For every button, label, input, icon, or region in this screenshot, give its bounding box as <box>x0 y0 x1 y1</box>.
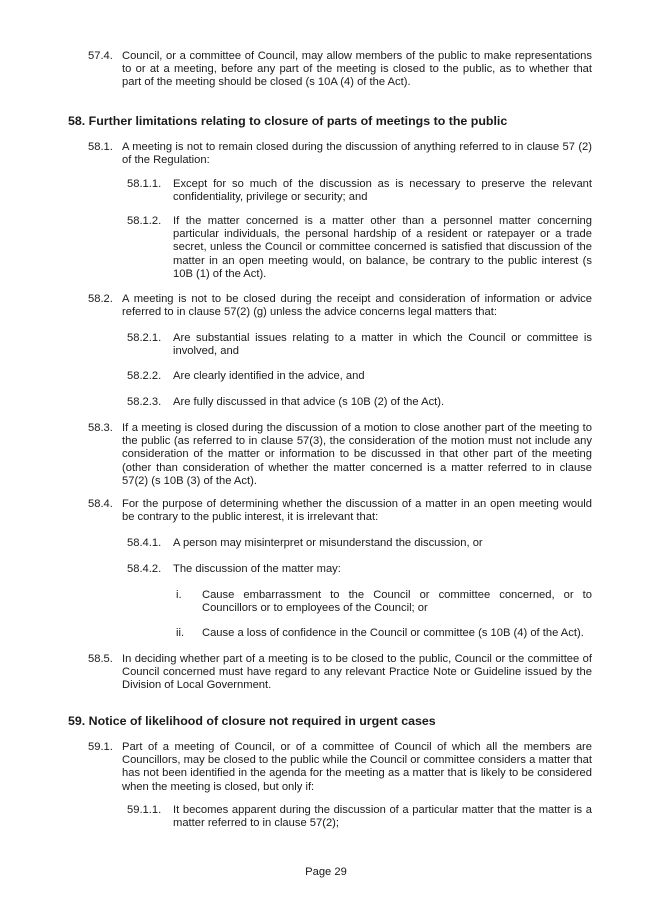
clause-58-1-2 <box>127 215 592 281</box>
clause-text: A meeting is not to be closed during the receipt and consideration of information or advice referred to in clause 57(2) (g) unless the advice concerns legal matters that: <box>122 293 592 319</box>
clause-text: A meeting is not to remain closed during the discussion of anything referred to in clause 57 (2) of the Regulation: <box>122 141 592 167</box>
clause-58-1 <box>88 141 592 167</box>
heading-59: 59. Notice of likelihood of closure not required in urgent cases <box>68 714 436 728</box>
clause-text: Are substantial issues relating to a matter in which the Council or committee is involved, and <box>173 332 592 358</box>
clause-text: A person may misinterpret or misunderstand the discussion, or <box>173 537 483 549</box>
clause-number: 58.1. <box>88 141 113 153</box>
clause-58-3 <box>88 422 592 488</box>
clause-58-4-2-i <box>174 589 592 615</box>
clause-text: Except for so much of the discussion as is necessary to preserve the relevant confidentiality, privilege or security; and <box>173 178 592 204</box>
clause-58-2-1 <box>127 332 592 358</box>
clause-number: 58.2.2. <box>127 370 162 382</box>
clause-number: 59.1. <box>88 741 113 753</box>
clause-text: The discussion of the matter may: <box>173 563 341 575</box>
clause-58-1-1 <box>127 178 592 204</box>
clause-number: 58.4.2. <box>127 563 162 575</box>
clause-number: 58.1.1. <box>127 178 162 190</box>
clause-text: Are fully discussed in that advice (s 10B (2) of the Act). <box>173 396 445 408</box>
clause-58-2-2 <box>127 370 592 383</box>
clause-text: If the matter concerned is a matter other than a personnel matter concerning particular individuals, the personal hardship of a resident or ratepayer or a trade secret, unless the Council or committee concerned is satisfied that discussion of the matter in an open meeting would, on balance, be contrary to the public interest (s 10B (1) of the Act). <box>173 215 592 280</box>
clause-number: 57.4. <box>88 50 113 62</box>
clause-58-4-2 <box>127 563 592 576</box>
clause-58-4-1 <box>127 537 592 550</box>
heading-58: 58. Further limitations relating to closure of parts of meetings to the public <box>68 114 508 128</box>
clause-58-4-2-ii <box>174 627 592 640</box>
clause-58-2-3 <box>127 396 592 409</box>
clause-text: In deciding whether part of a meeting is to be closed to the public, Council or the committee of Council concerned must have regard to any relevant Practice Note or Guideline issued by the Division of Local Government. <box>122 653 592 692</box>
clause-number: 59.1.1. <box>127 804 162 816</box>
clause-number: 58.2.3. <box>127 396 162 408</box>
clause-59-1 <box>88 741 592 794</box>
clause-number: 58.5. <box>88 653 113 665</box>
clause-text: Cause a loss of confidence in the Council or committee (s 10B (4) of the Act). <box>202 627 584 639</box>
clause-text: For the purpose of determining whether the discussion of a matter in an open meeting would be contrary to the public interest, it is irrelevant that: <box>122 498 592 524</box>
clause-number: 58.3. <box>88 422 113 434</box>
clause-number: ii. <box>176 627 185 639</box>
clause-57-4 <box>88 50 592 90</box>
clause-number: i. <box>176 589 182 601</box>
clause-text: Are clearly identified in the advice, and <box>173 370 365 382</box>
clause-59-1-1 <box>127 804 592 830</box>
clause-text: Cause embarrassment to the Council or committee concerned, or to Councillors or to employees of the Council; or <box>202 589 592 615</box>
clause-58-2 <box>88 293 592 319</box>
clause-number: 58.4. <box>88 498 113 510</box>
clause-text: Council, or a committee of Council, may allow members of the public to make representations to or at a meeting, before any part of the meeting is closed to the public, as to whether that part of the meeting should be closed (s 10A (4) of the Act). <box>122 50 592 89</box>
clause-number: 58.4.1. <box>127 537 162 549</box>
clause-58-4 <box>88 498 592 524</box>
clause-number: 58.2. <box>88 293 113 305</box>
page-number: Page 29 <box>305 866 347 878</box>
clause-text: Part of a meeting of Council, or of a committee of Council of which all the members are Councillors, may be closed to the public while the Council or committee considers a matter that has not been identified in the agenda for the meeting as a matter that is likely to be considered when the meeting is closed, but only if: <box>122 741 592 793</box>
clause-number: 58.1.2. <box>127 215 162 227</box>
clause-text: If a meeting is closed during the discussion of a motion to close another part of the meeting to the public (as referred to in clause 57(3), the consideration of the motion must not include any consideration of the matter or information to be discussed in that other part of the meeting (other than consideration of whether the matter concerned is a matter referred to in clause 57(2) (s 10B (3) of the Act). <box>122 422 592 487</box>
clause-text: It becomes apparent during the discussion of a particular matter that the matter is a matter referred to in clause 57(2); <box>173 804 592 830</box>
clause-58-5 <box>88 653 592 693</box>
clause-number: 58.2.1. <box>127 332 162 344</box>
